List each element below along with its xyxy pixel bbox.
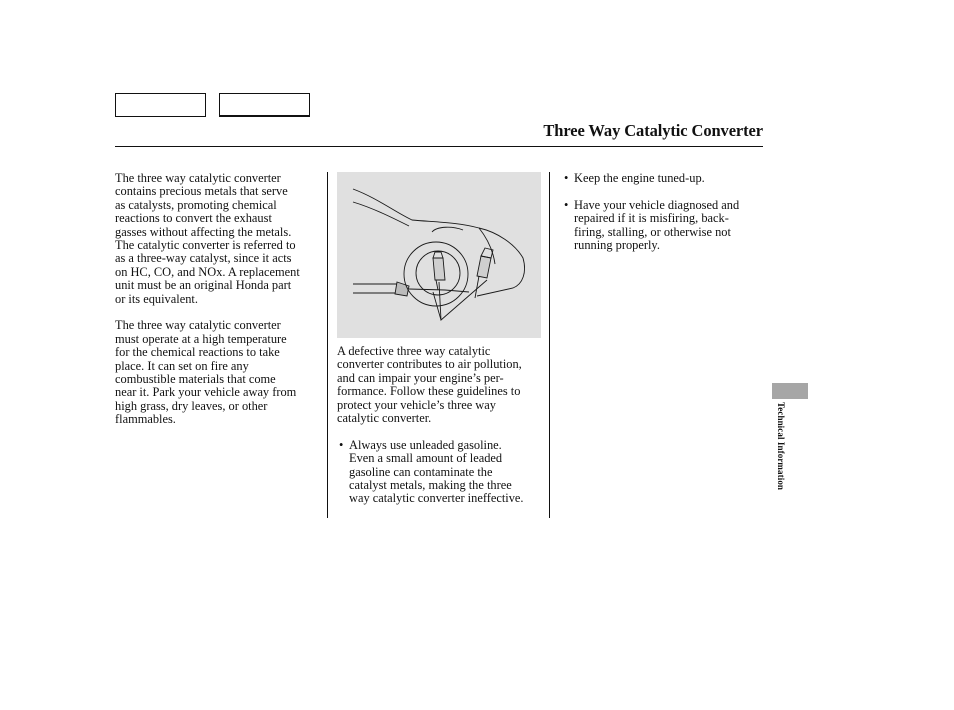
text-line: running properly. xyxy=(574,238,660,253)
paragraph-defective-converter xyxy=(337,345,547,425)
text-line: The three way catalytic converter xyxy=(115,318,281,333)
text-line: way catalytic converter ineffective. xyxy=(349,491,524,506)
bullet-engine-tuned xyxy=(562,172,757,185)
bullet-diagnose-misfiring xyxy=(562,199,757,253)
middle-column xyxy=(337,345,547,506)
text-line: The three way catalytic converter xyxy=(115,171,281,185)
text-line: combustible materials that come xyxy=(115,372,276,387)
text-line: Even a small amount of leaded xyxy=(349,451,503,466)
paragraph-catalyst-description xyxy=(115,172,320,306)
text-line: place. It can set on fire any xyxy=(115,358,249,373)
text-line: catalytic converter. xyxy=(337,411,432,426)
column-divider xyxy=(327,172,328,518)
text-line: or its equivalent. xyxy=(115,291,198,306)
nav-button-previous[interactable] xyxy=(115,93,206,117)
column-divider xyxy=(549,172,550,518)
bullet-icon: • xyxy=(564,171,569,185)
text-line: as catalysts, promoting chemical xyxy=(115,197,277,212)
text-line: on HC, CO, and NOx. A replacement xyxy=(115,264,300,279)
section-label-text: Technical Information xyxy=(776,402,786,491)
text-line: The catalytic converter is referred to xyxy=(115,238,296,253)
text-line: protect your vehicle’s three way xyxy=(337,397,496,412)
paragraph-temperature-warning xyxy=(115,319,320,426)
bullet-icon: • xyxy=(339,437,344,452)
text-line: must operate at a high temperature xyxy=(115,331,287,346)
text-line: Have your vehicle diagnosed and xyxy=(574,197,740,212)
text-line: catalyst metals, making the three xyxy=(349,478,512,493)
text-line: Keep the engine tuned-up. xyxy=(574,171,705,185)
page-title: Three Way Catalytic Converter xyxy=(543,121,763,140)
text-line: reactions to convert the exhaust xyxy=(115,211,272,226)
title-underline xyxy=(115,146,763,147)
left-column xyxy=(115,172,320,427)
catalytic-converter-figure xyxy=(337,172,541,338)
text-line: Always use unleaded gasoline. xyxy=(349,437,502,452)
text-line: gasoline can contaminate the xyxy=(349,464,493,479)
text-line: converter contributes to air pollution, xyxy=(337,357,522,372)
text-line: and can impair your engine’s per- xyxy=(337,370,504,385)
bullet-unleaded-gasoline xyxy=(337,439,547,506)
text-line: gasses without affecting the metals. xyxy=(115,224,292,239)
text-line: as a three-way catalyst, since it acts xyxy=(115,251,292,266)
text-line: near it. Park your vehicle away from xyxy=(115,385,297,400)
section-label xyxy=(776,402,790,515)
catalytic-converter-diagram-icon xyxy=(337,172,541,338)
text-line: high grass, dry leaves, or other xyxy=(115,398,268,413)
text-line: A defective three way catalytic xyxy=(337,344,491,358)
section-tab-marker[interactable] xyxy=(772,383,808,399)
nav-button-next[interactable] xyxy=(219,93,310,117)
text-line: formance. Follow these guidelines to xyxy=(337,384,521,399)
text-line: firing, stalling, or otherwise not xyxy=(574,224,731,239)
text-line: repaired if it is misfiring, back- xyxy=(574,211,729,226)
bullet-icon: • xyxy=(564,197,569,212)
text-line: contains precious metals that serve xyxy=(115,184,288,199)
right-column xyxy=(562,172,757,252)
text-line: unit must be an original Honda part xyxy=(115,278,292,293)
text-line: for the chemical reactions to take xyxy=(115,345,280,360)
text-line: flammables. xyxy=(115,412,176,427)
